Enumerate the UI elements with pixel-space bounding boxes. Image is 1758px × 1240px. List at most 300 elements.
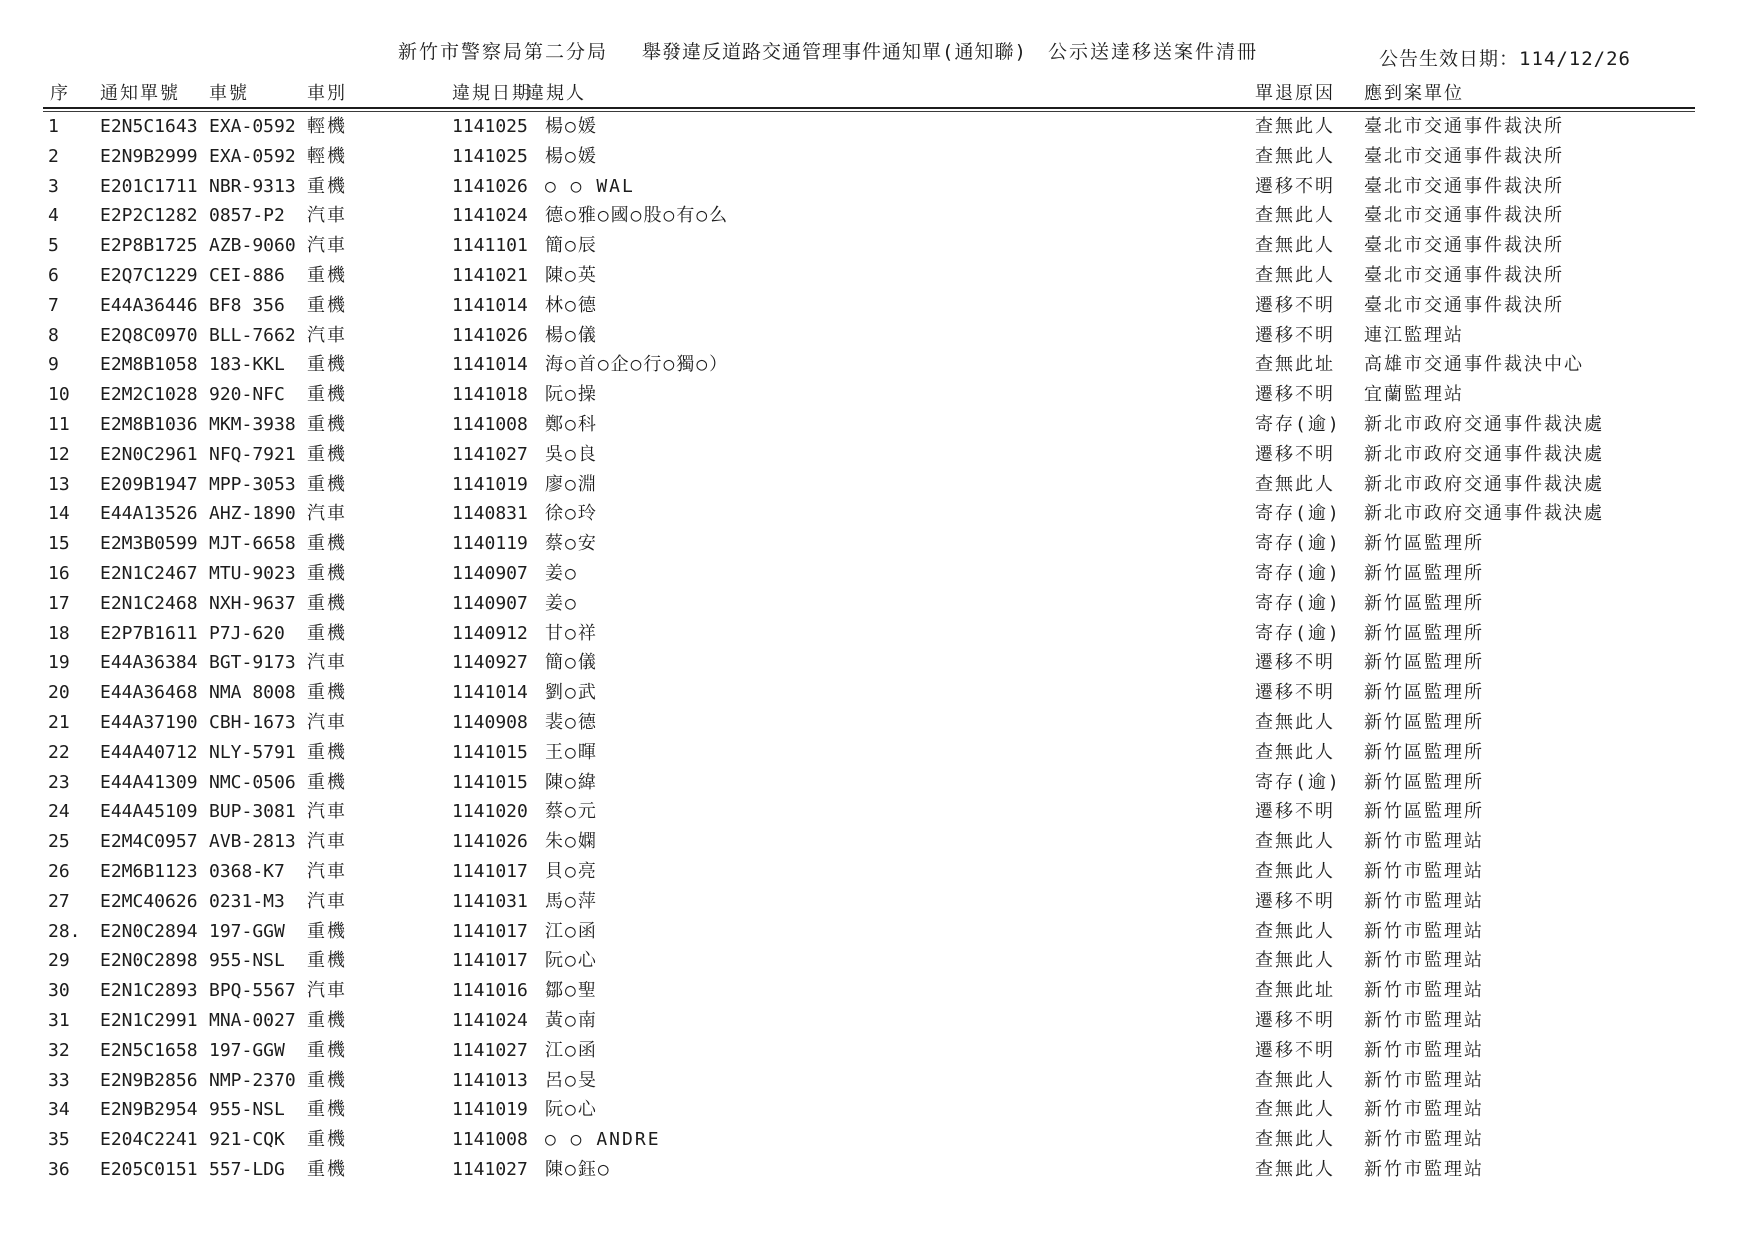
return-reason: 遷移不明 [1255, 175, 1335, 197]
violator-name: 江○函 [545, 920, 598, 942]
plate-number: BUP-3081 [209, 801, 296, 823]
notice-number: E2N0C2894 [100, 920, 198, 942]
plate-number: NBR-9313 [209, 175, 296, 197]
violation-date: 1141008 [452, 1129, 528, 1151]
violator-name: 簡○儀 [545, 652, 598, 674]
table-row [0, 470, 1758, 500]
violation-date: 1141017 [452, 920, 528, 942]
vehicle-type: 重機 [307, 384, 347, 406]
notice-number: E2N1C2991 [100, 1010, 198, 1031]
return-reason: 查無此人 [1255, 920, 1335, 942]
table-row [0, 350, 1758, 380]
responsible-unit: 新竹市監理站 [1364, 1129, 1484, 1151]
table-row [0, 291, 1758, 321]
row-seq: 11 [48, 414, 70, 435]
table-row [0, 321, 1758, 351]
return-reason: 查無此人 [1255, 741, 1335, 763]
violation-date: 1140908 [452, 712, 528, 733]
violation-date: 1141017 [452, 861, 528, 882]
vehicle-type: 重機 [307, 1159, 347, 1180]
row-seq: 35 [48, 1129, 70, 1151]
return-reason: 查無此人 [1255, 861, 1335, 882]
notice-number: E2N5C1658 [100, 1039, 198, 1061]
violation-date: 1141014 [452, 294, 528, 316]
violator-name: 吳○良 [545, 443, 598, 465]
notice-number: E2MC40626 [100, 890, 198, 912]
table-row [0, 529, 1758, 559]
violation-date: 1141016 [452, 980, 528, 1002]
notice-number: E44A36468 [100, 682, 198, 704]
row-seq: 1 [48, 116, 59, 137]
row-seq: 18 [48, 622, 70, 644]
violator-name: 徐○玲 [545, 503, 598, 525]
vehicle-type: 汽車 [307, 890, 347, 912]
violator-name: 裴○德 [545, 712, 598, 733]
responsible-unit: 新北市政府交通事件裁決處 [1364, 503, 1604, 525]
return-reason: 遷移不明 [1255, 1039, 1335, 1061]
table-row [0, 1095, 1758, 1125]
vehicle-type: 重機 [307, 1010, 347, 1031]
row-seq: 26 [48, 861, 70, 882]
responsible-unit: 新竹區監理所 [1364, 712, 1484, 733]
responsible-unit: 新竹市監理站 [1364, 861, 1484, 882]
return-reason: 查無此人 [1255, 950, 1335, 972]
plate-number: CEI-886 [209, 265, 285, 286]
plate-number: 921-CQK [209, 1129, 285, 1151]
violation-date: 1140912 [452, 622, 528, 644]
plate-number: 0368-K7 [209, 861, 285, 882]
table-row [0, 1066, 1758, 1096]
row-seq: 21 [48, 712, 70, 733]
table-row [0, 559, 1758, 589]
plate-number: BLL-7662 [209, 324, 296, 346]
violator-name: 楊○媛 [545, 145, 598, 167]
notice-number: E2M3B0599 [100, 533, 198, 555]
violation-date: 1141026 [452, 175, 528, 197]
return-reason: 寄存(逾) [1255, 771, 1341, 793]
plate-number: BGT-9173 [209, 652, 296, 674]
violation-date: 1141031 [452, 890, 528, 912]
plate-number: AVB-2813 [209, 831, 296, 853]
violator-name: 阮○心 [545, 1099, 598, 1121]
return-reason: 查無此人 [1255, 145, 1335, 167]
plate-number: NXH-9637 [209, 592, 296, 614]
plate-number: NLY-5791 [209, 741, 296, 763]
return-reason: 查無此人 [1255, 1129, 1335, 1151]
plate-number: 197-GGW [209, 920, 285, 942]
violation-date: 1141026 [452, 324, 528, 346]
table-row [0, 1155, 1758, 1185]
plate-number: CBH-1673 [209, 712, 296, 733]
violator-name: 蔡○安 [545, 533, 598, 555]
violator-name: 呂○旻 [545, 1069, 598, 1091]
violator-name: 鄭○科 [545, 414, 598, 435]
notice-number: E2N5C1643 [100, 116, 198, 137]
table-row [0, 917, 1758, 947]
row-seq: 12 [48, 443, 70, 465]
vehicle-type: 重機 [307, 622, 347, 644]
violator-name: 馬○萍 [545, 890, 598, 912]
column-header-violation-date: 違規日期 [452, 83, 532, 104]
table-row [0, 827, 1758, 857]
violator-name: 楊○媛 [545, 116, 598, 137]
violator-name: ○ ○ ANDRE [545, 1129, 661, 1151]
table-row [0, 619, 1758, 649]
notice-number: E2P8B1725 [100, 235, 198, 257]
plate-number: EXA-0592 [209, 145, 296, 167]
violation-date: 1141014 [452, 354, 528, 376]
return-reason: 查無此址 [1255, 354, 1335, 376]
row-seq: 22 [48, 741, 70, 763]
column-header-seq: 序 [50, 83, 70, 104]
responsible-unit: 新竹區監理所 [1364, 592, 1484, 614]
vehicle-type: 重機 [307, 354, 347, 376]
responsible-unit: 新竹區監理所 [1364, 563, 1484, 584]
plate-number: NMP-2370 [209, 1069, 296, 1091]
row-seq: 5 [48, 235, 59, 257]
responsible-unit: 臺北市交通事件裁決所 [1364, 205, 1564, 227]
plate-number: 0231-M3 [209, 890, 285, 912]
row-seq: 34 [48, 1099, 70, 1121]
vehicle-type: 重機 [307, 563, 347, 584]
plate-number: 557-LDG [209, 1159, 285, 1180]
plate-number: AZB-9060 [209, 235, 296, 257]
row-seq: 25 [48, 831, 70, 853]
return-reason: 寄存(逾) [1255, 563, 1341, 584]
row-seq: 2 [48, 145, 59, 167]
vehicle-type: 重機 [307, 741, 347, 763]
vehicle-type: 重機 [307, 920, 347, 942]
table-row [0, 589, 1758, 619]
table-row [0, 857, 1758, 887]
violation-date: 1141021 [452, 265, 528, 286]
violator-name: 劉○武 [545, 682, 598, 704]
row-seq: 28. [48, 920, 81, 942]
responsible-unit: 新竹區監理所 [1364, 682, 1484, 704]
table-row [0, 887, 1758, 917]
row-seq: 32 [48, 1039, 70, 1061]
notice-number: E2Q7C1229 [100, 265, 198, 286]
notice-number: E2N9B2954 [100, 1099, 198, 1121]
table-row [0, 768, 1758, 798]
vehicle-type: 重機 [307, 1069, 347, 1091]
responsible-unit: 新竹市監理站 [1364, 1099, 1484, 1121]
return-reason: 寄存(逾) [1255, 414, 1341, 435]
notice-number: E2N0C2961 [100, 443, 198, 465]
violator-name: 林○德 [545, 294, 598, 316]
table-row [0, 976, 1758, 1006]
table-row [0, 1006, 1758, 1036]
violator-name: 德○雅○國○股○有○么 [545, 205, 730, 227]
violator-name: 簡○辰 [545, 235, 598, 257]
plate-number: NMC-0506 [209, 771, 296, 793]
notice-number: E209B1947 [100, 473, 198, 495]
table-row [0, 648, 1758, 678]
responsible-unit: 新竹區監理所 [1364, 741, 1484, 763]
violator-name: 貝○亮 [545, 861, 598, 882]
violation-date: 1141015 [452, 741, 528, 763]
responsible-unit: 臺北市交通事件裁決所 [1364, 116, 1564, 137]
agency-title: 新竹市警察局第二分局 [398, 41, 609, 63]
violation-date: 1141027 [452, 443, 528, 465]
responsible-unit: 新竹市監理站 [1364, 1159, 1484, 1180]
return-reason: 寄存(逾) [1255, 622, 1341, 644]
plate-number: NFQ-7921 [209, 443, 296, 465]
row-seq: 20 [48, 682, 70, 704]
row-seq: 24 [48, 801, 70, 823]
vehicle-type: 重機 [307, 175, 347, 197]
row-seq: 8 [48, 324, 59, 346]
violator-name: 姜○ [545, 563, 578, 584]
vehicle-type: 重機 [307, 473, 347, 495]
responsible-unit: 臺北市交通事件裁決所 [1364, 175, 1564, 197]
vehicle-type: 輕機 [307, 145, 347, 167]
plate-number: 0857-P2 [209, 205, 285, 227]
vehicle-type: 汽車 [307, 235, 347, 257]
violation-date: 1141019 [452, 473, 528, 495]
return-reason: 查無此人 [1255, 831, 1335, 853]
responsible-unit: 高雄市交通事件裁決中心 [1364, 354, 1584, 376]
violator-name: 海○首○企○行○獨○） [545, 354, 730, 376]
vehicle-type: 重機 [307, 771, 347, 793]
table-row [0, 738, 1758, 768]
vehicle-type: 汽車 [307, 324, 347, 346]
table-row [0, 499, 1758, 529]
violator-name: 蔡○元 [545, 801, 598, 823]
return-reason: 查無此人 [1255, 1069, 1335, 1091]
notice-number: E204C2241 [100, 1129, 198, 1151]
violation-date: 1141014 [452, 682, 528, 704]
notice-number: E2M8B1036 [100, 414, 198, 435]
responsible-unit: 臺北市交通事件裁決所 [1364, 235, 1564, 257]
row-seq: 4 [48, 205, 59, 227]
violator-name: 陳○英 [545, 265, 598, 286]
return-reason: 查無此人 [1255, 712, 1335, 733]
row-seq: 10 [48, 384, 70, 406]
row-seq: 17 [48, 592, 70, 614]
return-reason: 遷移不明 [1255, 324, 1335, 346]
violation-date: 1141027 [452, 1159, 528, 1180]
violator-name: 鄒○聖 [545, 980, 598, 1002]
vehicle-type: 汽車 [307, 503, 347, 525]
violator-name: 黃○南 [545, 1010, 598, 1031]
return-reason: 遷移不明 [1255, 801, 1335, 823]
responsible-unit: 新竹區監理所 [1364, 801, 1484, 823]
row-seq: 14 [48, 503, 70, 525]
row-seq: 30 [48, 980, 70, 1002]
responsible-unit: 新竹市監理站 [1364, 980, 1484, 1002]
return-reason: 遷移不明 [1255, 443, 1335, 465]
vehicle-type: 重機 [307, 265, 347, 286]
table-row [0, 261, 1758, 291]
violation-date: 1140927 [452, 652, 528, 674]
row-seq: 9 [48, 354, 59, 376]
notice-number: E44A45109 [100, 801, 198, 823]
violator-name: 江○函 [545, 1039, 598, 1061]
violation-date: 1141024 [452, 1010, 528, 1031]
table-row [0, 231, 1758, 261]
violation-date: 1141013 [452, 1069, 528, 1091]
notice-number: E2M6B1123 [100, 861, 198, 882]
return-reason: 寄存(逾) [1255, 592, 1341, 614]
responsible-unit: 新竹市監理站 [1364, 831, 1484, 853]
table-row [0, 380, 1758, 410]
return-reason: 查無此人 [1255, 265, 1335, 286]
plate-number: 920-NFC [209, 384, 285, 406]
column-header-return-reason: 單退原因 [1255, 83, 1335, 104]
table-row [0, 440, 1758, 470]
notice-number: E44A40712 [100, 741, 198, 763]
plate-number: EXA-0592 [209, 116, 296, 137]
table-row [0, 708, 1758, 738]
violator-name: ○ ○ WAL [545, 175, 635, 197]
responsible-unit: 連江監理站 [1364, 324, 1464, 346]
violator-name: 阮○心 [545, 950, 598, 972]
plate-number: MTU-9023 [209, 563, 296, 584]
notice-number: E2N1C2467 [100, 563, 198, 584]
notice-number: E44A36446 [100, 294, 198, 316]
plate-number: 955-NSL [209, 1099, 285, 1121]
return-reason: 查無此人 [1255, 1159, 1335, 1180]
effective-date: 公告生效日期：114/12/26 [1379, 48, 1631, 70]
plate-number: MKM-3938 [209, 414, 296, 435]
vehicle-type: 汽車 [307, 801, 347, 823]
violation-date: 1141015 [452, 771, 528, 793]
vehicle-type: 汽車 [307, 980, 347, 1002]
list-title: 公示送達移送案件清冊 [1048, 41, 1259, 63]
violation-date: 1141026 [452, 831, 528, 853]
return-reason: 遷移不明 [1255, 1010, 1335, 1031]
row-seq: 7 [48, 294, 59, 316]
vehicle-type: 重機 [307, 443, 347, 465]
responsible-unit: 臺北市交通事件裁決所 [1364, 294, 1564, 316]
plate-number: 183-KKL [209, 354, 285, 376]
responsible-unit: 新北市政府交通事件裁決處 [1364, 443, 1604, 465]
row-seq: 15 [48, 533, 70, 555]
table-row [0, 946, 1758, 976]
return-reason: 遷移不明 [1255, 384, 1335, 406]
plate-number: 197-GGW [209, 1039, 285, 1061]
plate-number: MNA-0027 [209, 1010, 296, 1031]
row-seq: 3 [48, 175, 59, 197]
notice-title: 舉發違反道路交通管理事件通知單(通知聯) [642, 41, 1027, 63]
vehicle-type: 輕機 [307, 116, 347, 137]
notice-number: E205C0151 [100, 1159, 198, 1180]
plate-number: P7J-620 [209, 622, 285, 644]
violator-name: 王○暉 [545, 741, 598, 763]
violator-name: 姜○ [545, 592, 578, 614]
notice-number: E2P2C1282 [100, 205, 198, 227]
violation-date: 1140119 [452, 533, 528, 555]
responsible-unit: 新竹市監理站 [1364, 890, 1484, 912]
vehicle-type: 重機 [307, 1039, 347, 1061]
responsible-unit: 新竹區監理所 [1364, 652, 1484, 674]
return-reason: 遷移不明 [1255, 294, 1335, 316]
vehicle-type: 汽車 [307, 205, 347, 227]
plate-number: BPQ-5567 [209, 980, 296, 1002]
vehicle-type: 汽車 [307, 831, 347, 853]
violation-date: 1141019 [452, 1099, 528, 1121]
responsible-unit: 新竹市監理站 [1364, 1069, 1484, 1091]
violation-date: 1140907 [452, 592, 528, 614]
vehicle-type: 汽車 [307, 861, 347, 882]
notice-number: E2N9B2856 [100, 1069, 198, 1091]
responsible-unit: 新北市政府交通事件裁決處 [1364, 414, 1604, 435]
responsible-unit: 新竹區監理所 [1364, 533, 1484, 555]
return-reason: 查無此人 [1255, 116, 1335, 137]
responsible-unit: 新竹區監理所 [1364, 622, 1484, 644]
responsible-unit: 新竹區監理所 [1364, 771, 1484, 793]
column-header-violator: 違規人 [526, 83, 586, 104]
return-reason: 寄存(逾) [1255, 503, 1341, 525]
plate-number: 955-NSL [209, 950, 285, 972]
plate-number: MPP-3053 [209, 473, 296, 495]
row-seq: 6 [48, 265, 59, 286]
violation-date: 1141018 [452, 384, 528, 406]
violator-name: 廖○淵 [545, 473, 598, 495]
return-reason: 寄存(逾) [1255, 533, 1341, 555]
return-reason: 查無此人 [1255, 205, 1335, 227]
return-reason: 遷移不明 [1255, 652, 1335, 674]
vehicle-type: 重機 [307, 294, 347, 316]
row-seq: 36 [48, 1159, 70, 1180]
violation-date: 1141027 [452, 1039, 528, 1061]
notice-number: E2M2C1028 [100, 384, 198, 406]
violator-name: 楊○儀 [545, 324, 598, 346]
column-header-responsible-unit: 應到案單位 [1364, 83, 1464, 104]
return-reason: 查無此人 [1255, 1099, 1335, 1121]
plate-number: BF8 356 [209, 294, 285, 316]
row-seq: 16 [48, 563, 70, 584]
plate-number: MJT-6658 [209, 533, 296, 555]
notice-number: E44A41309 [100, 771, 198, 793]
notice-number: E2N1C2468 [100, 592, 198, 614]
responsible-unit: 宜蘭監理站 [1364, 384, 1464, 406]
table-row [0, 797, 1758, 827]
notice-number: E2N9B2999 [100, 145, 198, 167]
return-reason: 遷移不明 [1255, 890, 1335, 912]
notice-number: E44A36384 [100, 652, 198, 674]
violator-name: 阮○操 [545, 384, 598, 406]
table-row [0, 1036, 1758, 1066]
vehicle-type: 重機 [307, 682, 347, 704]
return-reason: 查無此人 [1255, 235, 1335, 257]
notice-number: E2N1C2893 [100, 980, 198, 1002]
return-reason: 遷移不明 [1255, 682, 1335, 704]
column-header-plate-number: 車號 [209, 83, 249, 104]
notice-number: E44A13526 [100, 503, 198, 525]
violation-date: 1141017 [452, 950, 528, 972]
responsible-unit: 新竹市監理站 [1364, 1010, 1484, 1031]
violation-date: 1141101 [452, 235, 528, 257]
responsible-unit: 新竹市監理站 [1364, 950, 1484, 972]
violation-date: 1141008 [452, 414, 528, 435]
table-row [0, 112, 1758, 142]
vehicle-type: 汽車 [307, 712, 347, 733]
vehicle-type: 重機 [307, 414, 347, 435]
column-header-notice-number: 通知單號 [100, 83, 180, 104]
vehicle-type: 重機 [307, 592, 347, 614]
violation-date: 1141025 [452, 145, 528, 167]
row-seq: 29 [48, 950, 70, 972]
violation-date: 1141020 [452, 801, 528, 823]
row-seq: 13 [48, 473, 70, 495]
responsible-unit: 臺北市交通事件裁決所 [1364, 145, 1564, 167]
violation-date: 1141024 [452, 205, 528, 227]
table-row [0, 678, 1758, 708]
vehicle-type: 重機 [307, 1129, 347, 1151]
plate-number: NMA 8008 [209, 682, 296, 704]
